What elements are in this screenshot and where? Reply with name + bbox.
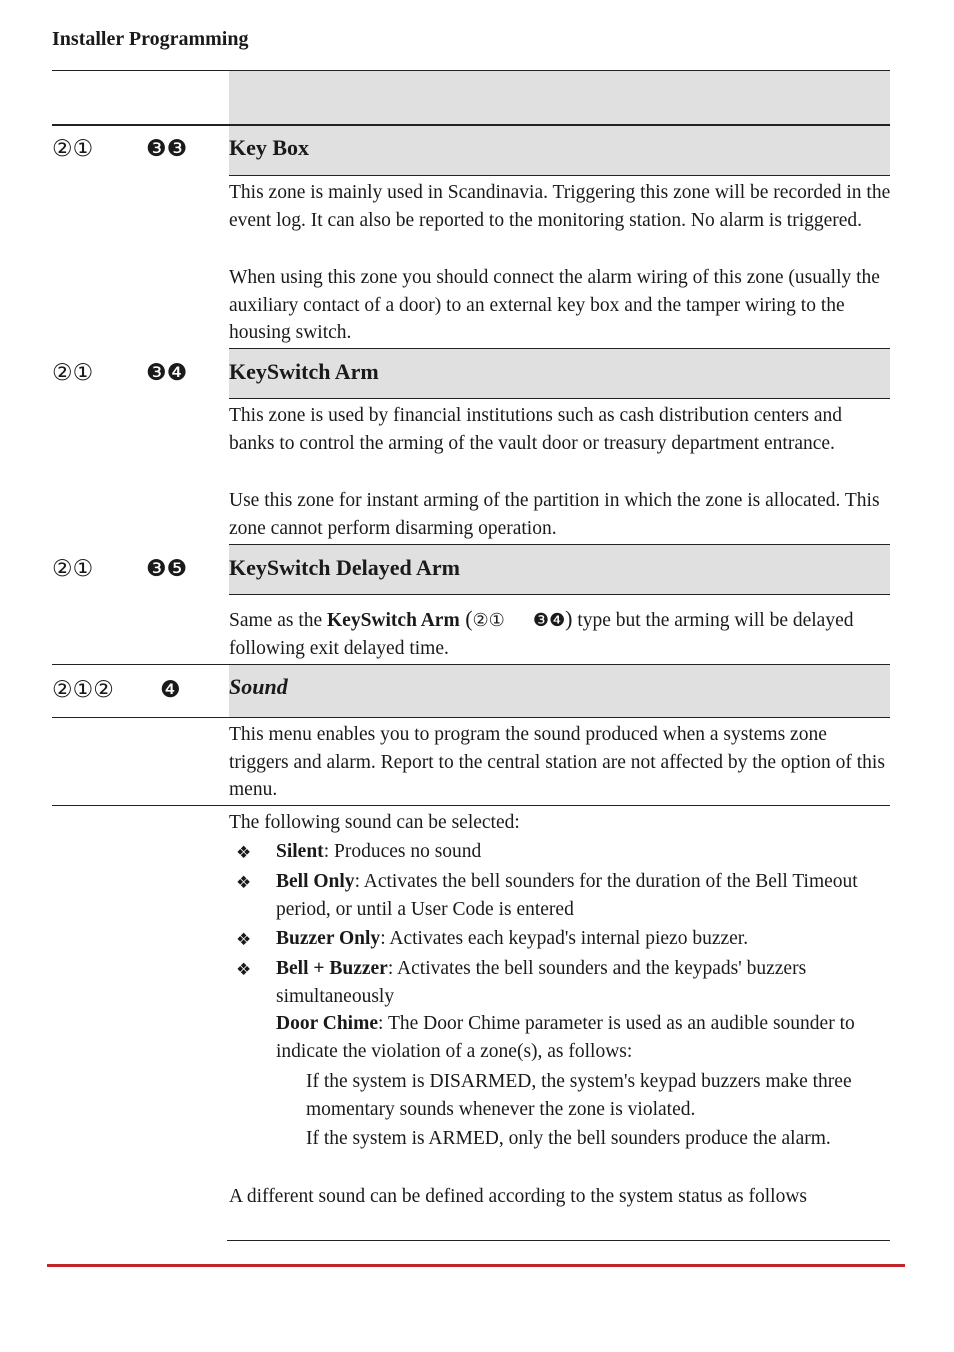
key-sequence-left: ②①②	[52, 677, 114, 703]
bullet-icon: ❖	[236, 873, 252, 893]
key-sequence-left: ②①	[52, 360, 94, 386]
section-title-key-box: Key Box	[229, 135, 310, 160]
paragraph: When using this zone you should connect the alarm wiring of this zone (usually the auxiliary contact of a door) to an external key box and the tamper wiring to the housing switch.	[229, 267, 880, 344]
list-desc: : Activates the bell sounders and the keypads' buzzers simultaneously	[276, 958, 807, 1007]
list-desc: : The Door Chime parameter is used as an audible sounder to indicate the violation of a zone(s), as follows:	[276, 1013, 855, 1062]
bottom-rule	[227, 1240, 890, 1241]
bullet-icon: ❖	[236, 960, 252, 980]
section-rule	[52, 805, 890, 806]
text: (	[459, 606, 473, 631]
paragraph: This zone is used by financial institutions such as cash distribution centers and banks to control the arming of the vault door or treasury department entrance.	[229, 405, 843, 454]
door-chime-case: If the system is DISARMED, the system's keypad buzzers make three momentary sounds whenever the zone is violated.	[306, 1071, 852, 1120]
text: Same as the	[229, 610, 328, 631]
list-term: Door Chime	[276, 1013, 379, 1034]
text: type but the arming will be delayed following exit delayed time.	[229, 610, 854, 659]
inline-key-sequence-left: ②①	[472, 610, 505, 631]
section-title-keyswitch-delayed-arm: KeySwitch Delayed Arm	[229, 555, 460, 580]
list-intro: The following sound can be selected:	[229, 812, 520, 833]
key-sequence-right: ❸❺	[146, 556, 188, 582]
key-sequence-right: ❸❹	[146, 360, 188, 386]
section-band	[229, 126, 890, 175]
bullet-icon: ❖	[236, 930, 252, 950]
page-header-title: Installer Programming	[52, 28, 249, 50]
key-sequence-left: ②①	[52, 556, 94, 582]
list-item	[276, 955, 891, 1010]
list-term: Bell Only	[276, 871, 355, 892]
paragraph: This menu enables you to program the sound produced when a systems zone triggers and alarm. Report to the central station are not affected by the option of this menu.	[229, 724, 885, 801]
section-rule	[229, 175, 890, 176]
section-rule	[52, 717, 890, 718]
inline-key-sequence-right: ❸❹	[532, 610, 566, 631]
paragraph	[229, 605, 891, 662]
footer-red-line	[47, 1264, 905, 1267]
bold-reference: KeySwitch Arm	[327, 610, 460, 631]
closing-paragraph: A different sound can be defined according to the system status as follows	[229, 1186, 808, 1207]
table-header-band	[229, 71, 890, 124]
paragraph: This zone is mainly used in Scandinavia. Triggering this zone will be recorded in the event log. It can also be reported to the monitoring station. No alarm is triggered.	[229, 182, 891, 231]
list-desc: : Activates the bell sounders for the duration of the Bell Timeout period, or until a User Code is entered	[276, 871, 858, 920]
door-chime-item	[276, 1010, 891, 1065]
list-item	[276, 925, 891, 953]
key-sequence-left: ②①	[52, 136, 94, 162]
text: )	[565, 606, 573, 631]
paragraph: Use this zone for instant arming of the partition in which the zone is allocated. This zone cannot perform disarming operation.	[229, 490, 880, 539]
section-rule	[229, 594, 890, 595]
list-item	[276, 868, 891, 923]
bullet-icon: ❖	[236, 843, 252, 863]
key-sequence-right: ❸❸	[146, 136, 188, 162]
section-rule	[229, 398, 890, 399]
list-term: Bell + Buzzer	[276, 958, 388, 979]
section-title-keyswitch-arm: KeySwitch Arm	[229, 359, 379, 384]
key-sequence-right: ❹	[160, 677, 181, 703]
section-band	[229, 665, 890, 717]
list-item	[276, 838, 891, 866]
list-desc: : Produces no sound	[323, 841, 482, 862]
list-term: Buzzer Only	[276, 928, 381, 949]
list-desc: : Activates each keypad's internal piezo buzzer.	[380, 928, 749, 949]
list-term: Silent	[276, 841, 324, 862]
door-chime-case: If the system is ARMED, only the bell sounders produce the alarm.	[306, 1128, 831, 1149]
section-title-sound: Sound	[229, 674, 288, 699]
